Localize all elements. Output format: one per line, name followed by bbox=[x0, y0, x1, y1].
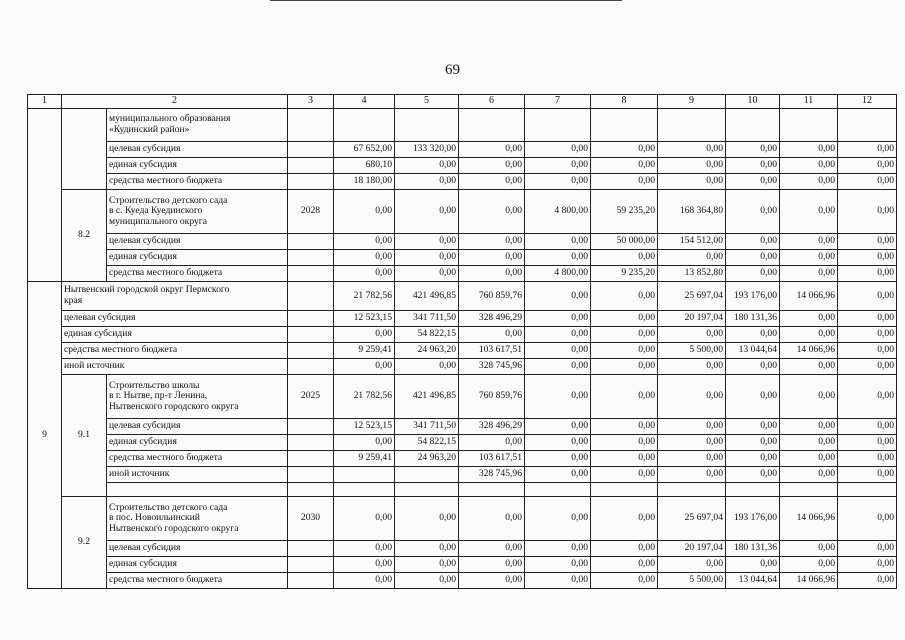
page-number: 69 bbox=[445, 62, 460, 78]
row-name: средства местного бюджета bbox=[107, 573, 288, 589]
row-name: иной источник bbox=[62, 359, 288, 375]
table-row: единая субсидия 0,00 54 822,15 0,00 0,00 0,00 0,00 0,00 0,00 0,00 bbox=[28, 435, 897, 451]
table-row: единая субсидия 0,00 0,00 0,00 0,00 0,00 0,00 0,00 0,00 0,00 bbox=[28, 557, 897, 573]
table-row: целевая субсидия 0,00 0,00 0,00 0,00 50 000,00 154 512,00 0,00 0,00 0,00 bbox=[28, 234, 897, 250]
row-name: единая субсидия bbox=[107, 250, 288, 266]
table-row: иной источник 328 745,96 0,00 0,00 0,00 0,00 0,00 0,00 bbox=[28, 467, 897, 483]
budget-table bbox=[27, 94, 897, 589]
table-row: единая субсидия 0,00 0,00 0,00 0,00 0,00 0,00 0,00 0,00 0,00 bbox=[28, 250, 897, 266]
table-row: 9.1 Строительство школы в г. Нытве, пр-т Ленина, Нытвенского городского округа 2025 21 782,56 421 496,85 760 859,76 0,00 0,00 0,00 0,00 0,00 0,00 bbox=[28, 375, 897, 419]
row-name: средства местного бюджета bbox=[107, 174, 288, 190]
group-code: 9 bbox=[28, 282, 62, 589]
row-name: целевая субсидия bbox=[107, 234, 288, 250]
row-name: Строительство детского сада в с. Куеда Куединского муниципального округа bbox=[107, 190, 288, 234]
col-header: 4 bbox=[334, 95, 395, 109]
table-row: целевая субсидия 12 523,15 341 711,50 328 496,29 0,00 0,00 20 197,04 180 131,36 0,00 0,00 bbox=[28, 311, 897, 327]
row-name: целевая субсидия bbox=[107, 419, 288, 435]
table-row: единая субсидия 0,00 54 822,15 0,00 0,00 0,00 0,00 0,00 0,00 0,00 bbox=[28, 327, 897, 343]
table-row: 9.2 Строительство детского сада в пос. Новоильинский Нытвенского городского округа 2030 0,00 0,00 0,00 0,00 0,00 25 697,04 193 176,00 14 066,96 0,00 bbox=[28, 497, 897, 541]
row-name: целевая субсидия bbox=[62, 311, 288, 327]
table-row bbox=[28, 109, 897, 142]
row-name: единая субсидия bbox=[107, 557, 288, 573]
col-header: 8 bbox=[591, 95, 658, 109]
header-row bbox=[28, 95, 897, 109]
col-header: 10 bbox=[726, 95, 780, 109]
col-header: 11 bbox=[780, 95, 838, 109]
table-row: иной источник 0,00 0,00 328 745,96 0,00 0,00 0,00 0,00 0,00 0,00 bbox=[28, 359, 897, 375]
table-row: средства местного бюджета 9 259,41 24 963,20 103 617,51 0,00 0,00 5 500,00 13 044,64 14 066,96 0,00 bbox=[28, 343, 897, 359]
col-header: 6 bbox=[459, 95, 525, 109]
row-name: средства местного бюджета bbox=[107, 266, 288, 282]
row-name: средства местного бюджета bbox=[107, 451, 288, 467]
table-row: средства местного бюджета 9 259,41 24 963,20 103 617,51 0,00 0,00 0,00 0,00 0,00 0,00 bbox=[28, 451, 897, 467]
row-name: целевая субсидия bbox=[107, 541, 288, 557]
row-name: Строительство школы в г. Нытве, пр-т Ленина, Нытвенского городского округа bbox=[107, 375, 288, 419]
table-row: целевая субсидия 12 523,15 341 711,50 328 496,29 0,00 0,00 0,00 0,00 0,00 0,00 bbox=[28, 419, 897, 435]
table-row: целевая субсидия 67 652,00 133 320,00 0,00 0,00 0,00 0,00 0,00 0,00 0,00 bbox=[28, 142, 897, 158]
top-rule bbox=[270, 0, 622, 1]
year-cell: 2025 bbox=[288, 375, 334, 419]
year-cell: 2028 bbox=[288, 190, 334, 234]
table-row: средства местного бюджета 0,00 0,00 0,00 4 800,00 9 235,20 13 852,80 0,00 0,00 0,00 bbox=[28, 266, 897, 282]
row-name: единая субсидия bbox=[107, 435, 288, 451]
table-row: 9 Нытвенский городской округ Пермского края 21 782,56 421 496,85 760 859,76 0,00 0,00 25 697,04 193 176,00 14 066,96 0,00 bbox=[28, 282, 897, 311]
col-header: 2 bbox=[62, 95, 288, 109]
subgroup-code: 9.2 bbox=[62, 497, 107, 589]
col-header: 3 bbox=[288, 95, 334, 109]
row-name: Строительство детского сада в пос. Новоильинский Нытвенского городского округа bbox=[107, 497, 288, 541]
group-code-cell bbox=[28, 109, 62, 282]
row-name: единая субсидия bbox=[62, 327, 288, 343]
col-header: 9 bbox=[658, 95, 726, 109]
table-row: средства местного бюджета 0,00 0,00 0,00 0,00 0,00 5 500,00 13 044,64 14 066,96 0,00 bbox=[28, 573, 897, 589]
row-name: Нытвенский городской округ Пермского края bbox=[62, 282, 288, 311]
row-name: единая субсидия bbox=[107, 158, 288, 174]
table-row bbox=[28, 483, 897, 497]
subgroup-code: 8.2 bbox=[62, 190, 107, 282]
row-name: муниципального образования «Кудинский район» bbox=[107, 109, 288, 142]
year-cell: 2030 bbox=[288, 497, 334, 541]
year-cell bbox=[288, 282, 334, 311]
table-row: единая субсидия 680,10 0,00 0,00 0,00 0,00 0,00 0,00 0,00 0,00 bbox=[28, 158, 897, 174]
col-header: 12 bbox=[838, 95, 897, 109]
col-header: 5 bbox=[395, 95, 459, 109]
row-name: средства местного бюджета bbox=[62, 343, 288, 359]
subgroup-code-cell bbox=[62, 109, 107, 190]
row-name: целевая субсидия bbox=[107, 142, 288, 158]
table-row: средства местного бюджета 18 180,00 0,00 0,00 0,00 0,00 0,00 0,00 0,00 0,00 bbox=[28, 174, 897, 190]
table-row: целевая субсидия 0,00 0,00 0,00 0,00 0,00 20 197,04 180 131,36 0,00 0,00 bbox=[28, 541, 897, 557]
table-row: 8.2 Строительство детского сада в с. Куеда Куединского муниципального округа 2028 0,00 0,00 0,00 4 800,00 59 235,20 168 364,80 0,00 0,00 0,00 bbox=[28, 190, 897, 234]
col-header: 1 bbox=[28, 95, 62, 109]
col-header: 7 bbox=[525, 95, 591, 109]
subgroup-code: 9.1 bbox=[62, 375, 107, 497]
row-name: иной источник bbox=[107, 467, 288, 483]
